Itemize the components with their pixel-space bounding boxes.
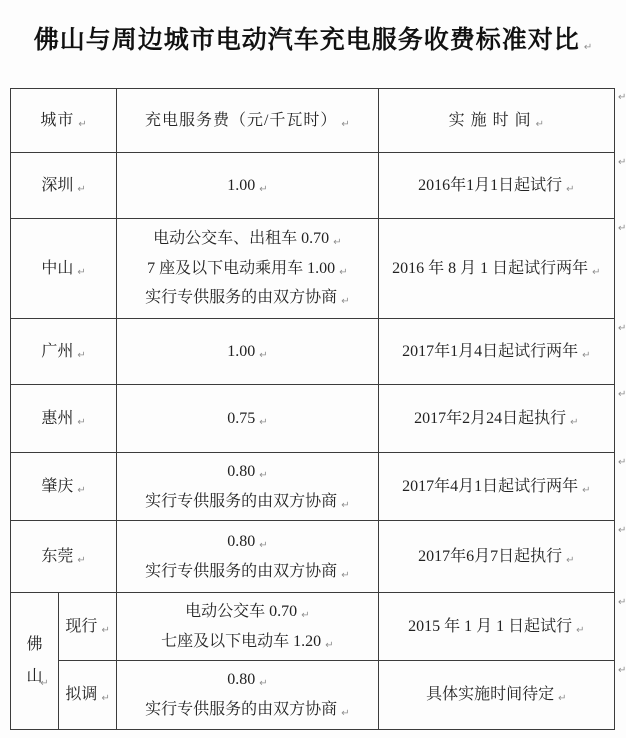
paragraph-mark-icon: ↵ (566, 183, 575, 195)
fee-cell: 1.00 ↵ (117, 153, 378, 219)
row-end-mark-icon: ↵ (618, 323, 626, 334)
row-end-mark-icon: ↵ (618, 223, 626, 234)
paragraph-mark-icon: ↵ (535, 118, 544, 130)
paragraph-mark-icon: ↵ (341, 569, 350, 581)
paragraph-mark-icon: ↵ (77, 416, 86, 428)
fee-cell: 电动公交车、出租车 0.70 ↵ 7 座及以下电动乘用车 1.00 ↵ 实行专供服务的由双方协商 ↵ (117, 219, 378, 319)
time-cell: 2017年1月4日起试行两年 ↵ (378, 319, 614, 385)
row-end-mark-icon: ↵ (618, 389, 626, 400)
table-header-row (11, 89, 615, 153)
row-end-mark-icon: ↵ (618, 525, 626, 536)
paragraph-mark-icon: ↵ (592, 266, 601, 278)
paragraph-mark-icon: ↵ (77, 349, 86, 361)
time-cell: 2017年2月24日起执行 ↵ (378, 385, 614, 453)
page-title (0, 20, 626, 56)
paragraph-mark-icon: ↵ (77, 183, 86, 195)
time-cell: 2015 年 1 月 1 日起试行 ↵ (378, 593, 614, 661)
row-end-mark-icon: ↵ (618, 665, 626, 676)
paragraph-mark-icon: ↵ (301, 609, 310, 621)
time-cell: 2017年4月1日起试行两年 ↵ (378, 453, 614, 521)
paragraph-mark-icon: ↵ (582, 349, 591, 361)
table-row (11, 319, 615, 385)
city-cell: 东莞 ↵ (11, 521, 117, 593)
paragraph-mark-icon: ↵ (341, 708, 350, 719)
table-row (11, 385, 615, 453)
row-end-mark-icon: ↵ (618, 157, 626, 168)
city-cell: 肇庆 ↵ (11, 453, 117, 521)
table-row-foshan-proposed (11, 661, 615, 730)
fee-cell: 0.75 ↵ (117, 385, 378, 453)
time-cell: 2016 年 8 月 1 日起试行两年 ↵ (378, 219, 614, 319)
paragraph-mark-icon: ↵ (341, 296, 350, 308)
paragraph-mark-icon: ↵ (259, 678, 268, 690)
header-time: 实 施 时 间 ↵ (378, 89, 614, 153)
time-cell: 2016年1月1日起试行 ↵ (378, 153, 614, 219)
paragraph-mark-icon: ↵ (259, 539, 268, 551)
header-fee: 充电服务费（元/千瓦时） ↵ (117, 89, 378, 153)
paragraph-mark-icon: ↵ (333, 237, 342, 249)
time-cell: 2017年6月7日起执行 ↵ (378, 521, 614, 593)
paragraph-mark-icon: ↵ (583, 42, 593, 53)
paragraph-mark-icon: ↵ (339, 266, 348, 278)
row-end-mark-icon: ↵ (618, 597, 626, 608)
paragraph-mark-icon: ↵ (576, 624, 585, 636)
fee-cell: 0.80 ↵ 实行专供服务的由双方协商 ↵ (117, 453, 378, 521)
sub-label-cell: 拟调 ↵ (59, 661, 117, 730)
sub-label-cell: 现行 ↵ (59, 593, 117, 661)
paragraph-mark-icon: ↵ (101, 624, 110, 636)
paragraph-mark-icon: ↵ (259, 469, 268, 481)
paragraph-mark-icon: ↵ (77, 484, 86, 496)
paragraph-mark-icon: ↵ (40, 678, 49, 690)
paragraph-mark-icon: ↵ (341, 118, 350, 130)
paragraph-mark-icon: ↵ (341, 499, 350, 511)
table-row (11, 219, 615, 319)
page-title-text: 佛山与周边城市电动汽车充电服务收费标准对比 (33, 26, 580, 54)
paragraph-mark-icon: ↵ (78, 118, 87, 130)
row-end-mark-icon: ↵ (618, 92, 626, 103)
comparison-table (10, 88, 615, 730)
paragraph-mark-icon: ↵ (77, 266, 86, 278)
city-cell: 惠州 ↵ (11, 385, 117, 453)
paragraph-mark-icon: ↵ (259, 183, 268, 195)
paragraph-mark-icon: ↵ (566, 554, 575, 566)
paragraph-mark-icon: ↵ (325, 639, 334, 651)
fee-cell: 电动公交车 0.70 ↵ 七座及以下电动车 1.20 ↵ (117, 593, 378, 661)
paragraph-mark-icon: ↵ (101, 693, 110, 705)
paragraph-mark-icon: ↵ (558, 693, 567, 705)
city-cell: 广州 ↵ (11, 319, 117, 385)
paragraph-mark-icon: ↵ (259, 349, 268, 361)
table-row (11, 453, 615, 521)
header-city: 城市 ↵ (11, 89, 117, 153)
city-cell: 中山 ↵ (11, 219, 117, 319)
table-row-foshan-current (11, 593, 615, 661)
city-cell-foshan: 佛山 ↵ (11, 593, 59, 730)
table-row (11, 521, 615, 593)
paragraph-mark-icon: ↵ (582, 484, 591, 496)
table-row (11, 153, 615, 219)
row-end-mark-icon: ↵ (618, 457, 626, 468)
city-cell: 深圳 ↵ (11, 153, 117, 219)
fee-cell: 0.80 ↵ 实行专供服务的由双方协商 ↵ (117, 661, 378, 730)
paragraph-mark-icon: ↵ (570, 416, 579, 428)
time-cell: 具体实施时间待定 ↵ (378, 661, 614, 730)
fee-cell: 0.80 ↵ 实行专供服务的由双方协商 ↵ (117, 521, 378, 593)
paragraph-mark-icon: ↵ (259, 416, 268, 428)
fee-cell: 1.00 ↵ (117, 319, 378, 385)
paragraph-mark-icon: ↵ (77, 554, 86, 566)
